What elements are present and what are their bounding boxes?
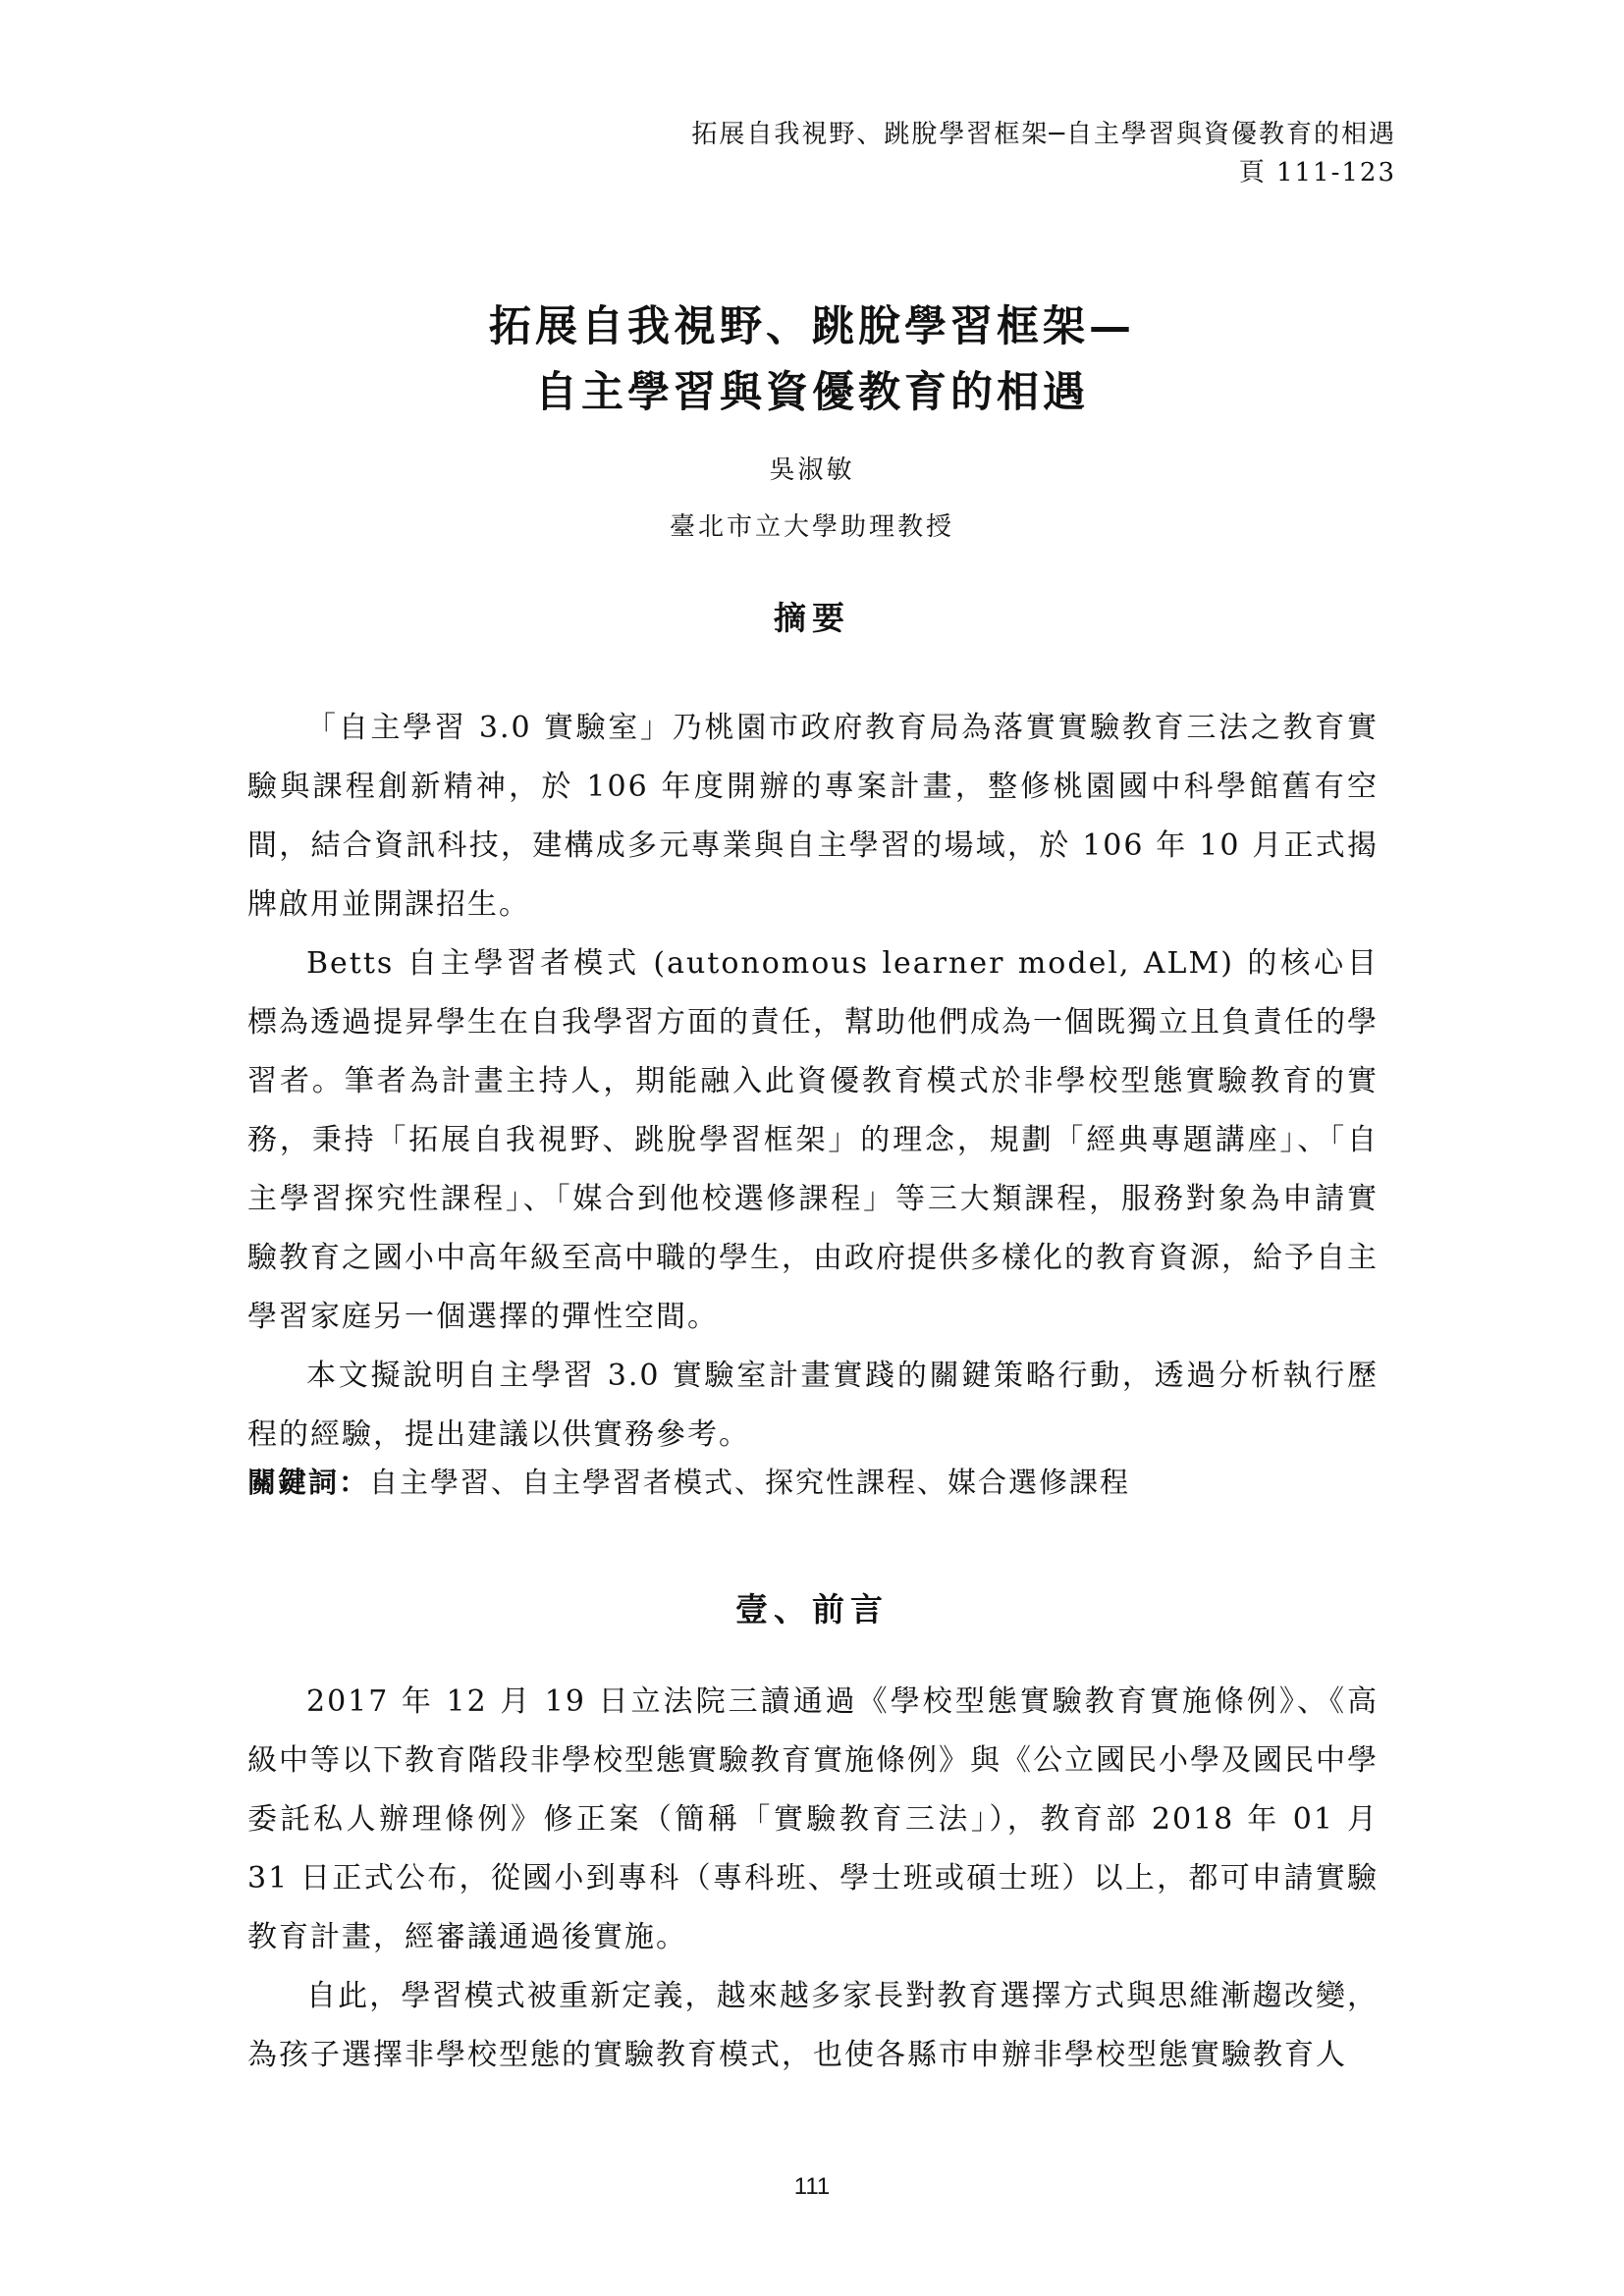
keywords-text: 自主學習、自主學習者模式、探究性課程、媒合選修課程 [369, 1466, 1131, 1499]
paper-title-line-2: 自主學習與資優教育的相遇 [535, 367, 1089, 417]
intro-body [247, 1673, 1379, 2085]
abstract-paragraph: Betts 自主學習者模式 (autonomous learner model, ALM) 的核心目標為透過提昇學生在自我學習方面的責任，幫助他們成為一個既獨立且負責任的學習者。筆者為計畫主持人，期能融入此資優教育模式於非學校型態實驗教育的實務，秉持「拓展自我視野、跳脫學習框架」的理念，規劃「經典專題講座」、「自主學習探究性課程」、「媒合到他校選修課程」等三大類課程，服務對象為申請實驗教育之國小中高年級至高中職的學生，由政府提供多樣化的教育資源，給予自主學習家庭另一個選擇的彈性空間。 [247, 946, 1379, 1334]
abstract-body [247, 699, 1379, 1465]
page-number: 111 [793, 2173, 831, 2200]
abstract-heading: 摘要 [774, 599, 850, 637]
paper-title [0, 294, 1624, 425]
running-header-pages: 頁 111-123 [1238, 158, 1396, 187]
running-header [691, 116, 1396, 192]
author-affiliation: 臺北市立大學助理教授 [669, 512, 954, 542]
keywords-line [247, 1461, 1379, 1501]
intro-paragraph: 2017 年 12 月 19 日立法院三讀通過《學校型態實驗教育實施條例》、《高級中等以下教育階段非學校型態實驗教育實施條例》與《公立國民小學及國民中學委託私人辦理條例》修正案（簡稱「實驗教育三法」），教育部 2018 年 01 月 31 日正式公布，從國小到專科（專科班、學士班或碩士班）以上，都可申請實驗教育計畫，經審議通過後實施。 [247, 1684, 1379, 1954]
running-header-title: 拓展自我視野、跳脫學習框架─自主學習與資優教育的相遇 [691, 120, 1396, 149]
abstract-paragraph: 「自主學習 3.0 實驗室」乃桃園市政府教育局為落實實驗教育三法之教育實驗與課程創新精神，於 106 年度開辦的專案計畫，整修桃園國中科學館舊有空間，結合資訊科技，建構成多元專業與自主學習的場域，於 106 年 10 月正式揭牌啟用並開課招生。 [247, 711, 1379, 922]
keywords-label: 關鍵詞： [247, 1466, 370, 1499]
intro-paragraph: 自此，學習模式被重新定義，越來越多家長對教育選擇方式與思維漸趨改變，為孩子選擇非學校型態的實驗教育模式，也使各縣市申辦非學校型態實驗教育人 [247, 1979, 1379, 2072]
paper-title-line-1: 拓展自我視野、跳脫學習框架— [489, 302, 1135, 351]
author-name: 吳淑敏 [769, 455, 855, 485]
abstract-paragraph: 本文擬說明自主學習 3.0 實驗室計畫實踐的關鍵策略行動，透過分析執行歷程的經驗，提出建議以供實務參考。 [247, 1359, 1379, 1452]
intro-heading: 壹、前言 [735, 1590, 889, 1629]
